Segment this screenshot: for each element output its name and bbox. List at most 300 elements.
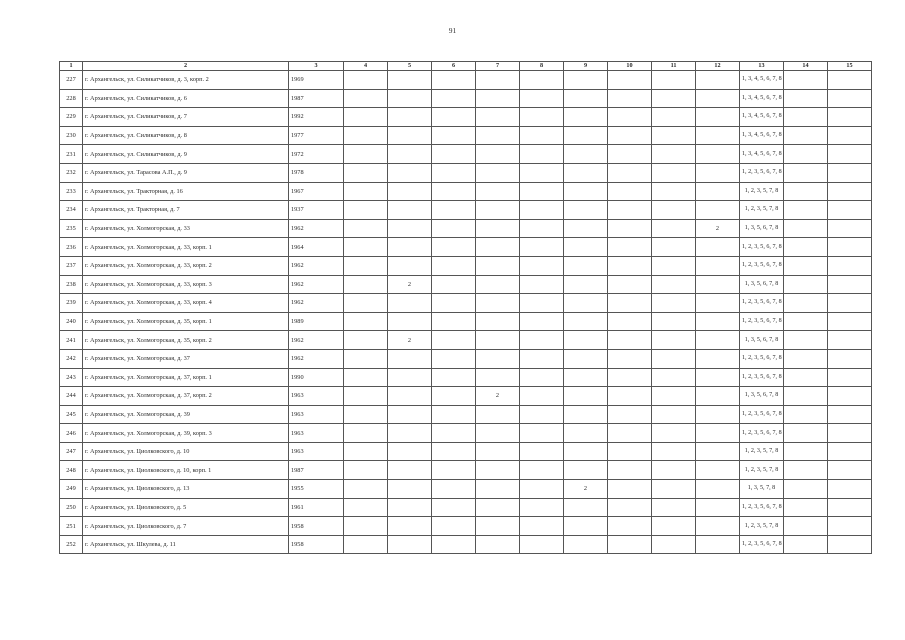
cell-col-13: 1, 2, 3, 5, 6, 7, 8 (740, 405, 784, 424)
cell-col-12 (696, 461, 740, 480)
cell-col-6 (432, 480, 476, 499)
cell-col-9 (564, 535, 608, 554)
cell-col-15 (828, 89, 872, 108)
row-number: 242 (60, 349, 83, 368)
cell-col-9 (564, 517, 608, 536)
table-row (60, 535, 872, 554)
cell-col-7 (476, 108, 520, 127)
address-cell: г. Архангельск, ул. Силикатчиков, д. 7 (83, 108, 289, 127)
address-cell: г. Архангельск, ул. Холмогорская, д. 37, корп. 1 (83, 368, 289, 387)
cell-col-13: 1, 3, 4, 5, 6, 7, 8 (740, 108, 784, 127)
cell-col-12 (696, 405, 740, 424)
cell-col-4 (344, 424, 388, 443)
cell-col-15 (828, 219, 872, 238)
cell-col-9 (564, 294, 608, 313)
table-row (60, 201, 872, 220)
cell-col-9 (564, 442, 608, 461)
cell-col-8 (520, 126, 564, 145)
cell-col-11 (652, 424, 696, 443)
cell-col-7 (476, 535, 520, 554)
column-header-6: 6 (432, 62, 476, 71)
cell-col-9 (564, 201, 608, 220)
cell-col-10 (608, 442, 652, 461)
row-number: 243 (60, 368, 83, 387)
cell-col-7 (476, 368, 520, 387)
row-number: 247 (60, 442, 83, 461)
cell-col-11 (652, 368, 696, 387)
cell-col-13: 1, 3, 5, 6, 7, 8 (740, 219, 784, 238)
cell-col-10 (608, 126, 652, 145)
cell-col-13: 1, 3, 4, 5, 6, 7, 8 (740, 126, 784, 145)
address-cell: г. Архангельск, ул. Холмогорская, д. 37, корп. 2 (83, 387, 289, 406)
cell-col-9 (564, 312, 608, 331)
table-row (60, 145, 872, 164)
cell-col-7 (476, 182, 520, 201)
year-cell: 1962 (289, 256, 344, 275)
cell-col-14 (784, 71, 828, 90)
cell-col-8 (520, 108, 564, 127)
cell-col-7 (476, 145, 520, 164)
cell-col-8 (520, 238, 564, 257)
cell-col-12 (696, 387, 740, 406)
cell-col-13: 1, 2, 3, 5, 7, 8 (740, 182, 784, 201)
year-cell: 1963 (289, 442, 344, 461)
cell-col-9 (564, 126, 608, 145)
cell-col-8 (520, 405, 564, 424)
cell-col-9 (564, 219, 608, 238)
cell-col-10 (608, 238, 652, 257)
column-header-15: 15 (828, 62, 872, 71)
address-cell: г. Архангельск, ул. Холмогорская, д. 39, корп. 3 (83, 424, 289, 443)
cell-col-7 (476, 517, 520, 536)
cell-col-7 (476, 442, 520, 461)
table-row (60, 182, 872, 201)
cell-col-13: 1, 2, 3, 5, 6, 7, 8 (740, 256, 784, 275)
row-number: 230 (60, 126, 83, 145)
cell-col-6 (432, 517, 476, 536)
cell-col-13: 1, 3, 4, 5, 6, 7, 8 (740, 145, 784, 164)
cell-col-8 (520, 480, 564, 499)
cell-col-10 (608, 535, 652, 554)
cell-col-9 (564, 349, 608, 368)
cell-col-14 (784, 89, 828, 108)
cell-col-6 (432, 461, 476, 480)
cell-col-14 (784, 108, 828, 127)
row-number: 236 (60, 238, 83, 257)
table-row (60, 256, 872, 275)
row-number: 241 (60, 331, 83, 350)
address-cell: г. Архангельск, ул. Силикатчиков, д. 8 (83, 126, 289, 145)
table-row (60, 480, 872, 499)
year-cell: 1962 (289, 275, 344, 294)
cell-col-11 (652, 312, 696, 331)
cell-col-13: 1, 2, 3, 5, 7, 8 (740, 517, 784, 536)
cell-col-14 (784, 461, 828, 480)
cell-col-13: 1, 2, 3, 5, 6, 7, 8 (740, 535, 784, 554)
cell-col-4 (344, 256, 388, 275)
cell-col-10 (608, 201, 652, 220)
cell-col-7 (476, 256, 520, 275)
cell-col-13: 1, 2, 3, 5, 7, 8 (740, 442, 784, 461)
cell-col-4 (344, 535, 388, 554)
cell-col-14 (784, 480, 828, 499)
cell-col-6 (432, 71, 476, 90)
cell-col-4 (344, 312, 388, 331)
cell-col-13: 1, 2, 3, 5, 6, 7, 8 (740, 294, 784, 313)
year-cell: 1963 (289, 424, 344, 443)
cell-col-11 (652, 480, 696, 499)
cell-col-5 (388, 201, 432, 220)
cell-col-15 (828, 108, 872, 127)
cell-col-7 (476, 238, 520, 257)
cell-col-8 (520, 275, 564, 294)
column-header-13: 13 (740, 62, 784, 71)
cell-col-9 (564, 238, 608, 257)
cell-col-8 (520, 349, 564, 368)
cell-col-8 (520, 71, 564, 90)
cell-col-6 (432, 126, 476, 145)
cell-col-5 (388, 126, 432, 145)
cell-col-11 (652, 442, 696, 461)
column-header-8: 8 (520, 62, 564, 71)
cell-col-8 (520, 89, 564, 108)
cell-col-11 (652, 126, 696, 145)
cell-col-10 (608, 405, 652, 424)
cell-col-9 (564, 498, 608, 517)
cell-col-15 (828, 238, 872, 257)
cell-col-12 (696, 275, 740, 294)
row-number: 231 (60, 145, 83, 164)
cell-col-10 (608, 89, 652, 108)
cell-col-4 (344, 163, 388, 182)
table-row (60, 163, 872, 182)
cell-col-5 (388, 442, 432, 461)
cell-col-7 (476, 163, 520, 182)
cell-col-15 (828, 331, 872, 350)
cell-col-9 (564, 424, 608, 443)
cell-col-10 (608, 498, 652, 517)
cell-col-11 (652, 182, 696, 201)
row-number: 237 (60, 256, 83, 275)
address-cell: г. Архангельск, ул. Циолковского, д. 10, корп. 1 (83, 461, 289, 480)
cell-col-9 (564, 331, 608, 350)
cell-col-15 (828, 498, 872, 517)
column-header-9: 9 (564, 62, 608, 71)
cell-col-5 (388, 71, 432, 90)
year-cell: 1977 (289, 126, 344, 145)
cell-col-12 (696, 480, 740, 499)
table-row (60, 71, 872, 90)
address-cell: г. Архангельск, ул. Холмогорская, д. 33, корп. 1 (83, 238, 289, 257)
cell-col-14 (784, 201, 828, 220)
cell-col-7 (476, 126, 520, 145)
cell-col-15 (828, 256, 872, 275)
year-cell: 1964 (289, 238, 344, 257)
cell-col-12 (696, 424, 740, 443)
cell-col-11 (652, 71, 696, 90)
table-row (60, 517, 872, 536)
address-cell: г. Архангельск, ул. Тракторная, д. 16 (83, 182, 289, 201)
cell-col-6 (432, 238, 476, 257)
cell-col-5 (388, 387, 432, 406)
cell-col-10 (608, 275, 652, 294)
cell-col-6 (432, 405, 476, 424)
cell-col-11 (652, 219, 696, 238)
row-number: 240 (60, 312, 83, 331)
cell-col-8 (520, 424, 564, 443)
cell-col-15 (828, 442, 872, 461)
cell-col-11 (652, 349, 696, 368)
cell-col-8 (520, 498, 564, 517)
cell-col-6 (432, 331, 476, 350)
cell-col-14 (784, 256, 828, 275)
cell-col-15 (828, 405, 872, 424)
cell-col-7 (476, 71, 520, 90)
cell-col-15 (828, 163, 872, 182)
cell-col-12 (696, 331, 740, 350)
cell-col-12 (696, 256, 740, 275)
table-row (60, 275, 872, 294)
address-cell: г. Архангельск, ул. Циолковского, д. 13 (83, 480, 289, 499)
cell-col-10 (608, 108, 652, 127)
cell-col-12 (696, 71, 740, 90)
cell-col-4 (344, 331, 388, 350)
cell-col-4 (344, 498, 388, 517)
address-cell: г. Архангельск, ул. Холмогорская, д. 33, корп. 2 (83, 256, 289, 275)
column-header-4: 4 (344, 62, 388, 71)
column-header-11: 11 (652, 62, 696, 71)
cell-col-15 (828, 312, 872, 331)
cell-col-4 (344, 108, 388, 127)
cell-col-5 (388, 349, 432, 368)
cell-col-7 (476, 219, 520, 238)
cell-col-10 (608, 480, 652, 499)
row-number: 234 (60, 201, 83, 220)
row-number: 251 (60, 517, 83, 536)
cell-col-12 (696, 442, 740, 461)
cell-col-8 (520, 442, 564, 461)
year-cell: 1962 (289, 349, 344, 368)
cell-col-13: 1, 2, 3, 5, 6, 7, 8 (740, 368, 784, 387)
cell-col-4 (344, 201, 388, 220)
cell-col-6 (432, 312, 476, 331)
cell-col-5 (388, 145, 432, 164)
year-cell: 1967 (289, 182, 344, 201)
cell-col-8 (520, 387, 564, 406)
cell-col-5 (388, 517, 432, 536)
cell-col-14 (784, 535, 828, 554)
cell-col-4 (344, 349, 388, 368)
column-header-14: 14 (784, 62, 828, 71)
cell-col-8 (520, 182, 564, 201)
cell-col-14 (784, 498, 828, 517)
table-row (60, 238, 872, 257)
cell-col-12 (696, 145, 740, 164)
cell-col-12 (696, 201, 740, 220)
column-header-2: 2 (83, 62, 289, 71)
column-header-5: 5 (388, 62, 432, 71)
cell-col-11 (652, 461, 696, 480)
address-cell: г. Архангельск, ул. Холмогорская, д. 33, корп. 4 (83, 294, 289, 313)
cell-col-8 (520, 368, 564, 387)
cell-col-5 (388, 89, 432, 108)
row-number: 229 (60, 108, 83, 127)
cell-col-8 (520, 294, 564, 313)
cell-col-15 (828, 387, 872, 406)
cell-col-11 (652, 145, 696, 164)
cell-col-15 (828, 126, 872, 145)
cell-col-14 (784, 145, 828, 164)
cell-col-5 (388, 238, 432, 257)
cell-col-13: 1, 2, 3, 5, 6, 7, 8 (740, 238, 784, 257)
year-cell: 1987 (289, 89, 344, 108)
table-row (60, 424, 872, 443)
year-cell: 1989 (289, 312, 344, 331)
cell-col-8 (520, 461, 564, 480)
cell-col-10 (608, 312, 652, 331)
cell-col-9 (564, 405, 608, 424)
cell-col-15 (828, 535, 872, 554)
cell-col-15 (828, 461, 872, 480)
cell-col-14 (784, 238, 828, 257)
cell-col-12 (696, 368, 740, 387)
row-number: 244 (60, 387, 83, 406)
cell-col-9 (564, 145, 608, 164)
row-number: 232 (60, 163, 83, 182)
year-cell: 1961 (289, 498, 344, 517)
cell-col-11 (652, 498, 696, 517)
year-cell: 1978 (289, 163, 344, 182)
cell-col-12 (696, 108, 740, 127)
column-header-3: 3 (289, 62, 344, 71)
cell-col-4 (344, 480, 388, 499)
cell-col-6 (432, 368, 476, 387)
address-cell: г. Архангельск, ул. Холмогорская, д. 35, корп. 1 (83, 312, 289, 331)
address-cell: г. Архангельск, ул. Циолковского, д. 10 (83, 442, 289, 461)
cell-col-4 (344, 442, 388, 461)
table-row (60, 368, 872, 387)
cell-col-5 (388, 256, 432, 275)
cell-col-6 (432, 498, 476, 517)
cell-col-10 (608, 71, 652, 90)
cell-col-14 (784, 405, 828, 424)
row-number: 239 (60, 294, 83, 313)
cell-col-9 (564, 387, 608, 406)
cell-col-6 (432, 201, 476, 220)
address-cell: г. Архангельск, ул. Холмогорская, д. 39 (83, 405, 289, 424)
cell-col-4 (344, 182, 388, 201)
cell-col-13: 1, 2, 3, 5, 6, 7, 8 (740, 498, 784, 517)
page-number: 91 (448, 26, 457, 35)
row-number: 227 (60, 71, 83, 90)
cell-col-10 (608, 182, 652, 201)
cell-col-8 (520, 331, 564, 350)
cell-col-10 (608, 368, 652, 387)
column-header-1: 1 (60, 62, 83, 71)
cell-col-4 (344, 275, 388, 294)
row-number: 238 (60, 275, 83, 294)
address-cell: г. Архангельск, ул. Шкулева, д. 11 (83, 535, 289, 554)
row-number: 245 (60, 405, 83, 424)
column-header-7: 7 (476, 62, 520, 71)
cell-col-9 (564, 256, 608, 275)
cell-col-9 (564, 368, 608, 387)
table-row (60, 312, 872, 331)
cell-col-14 (784, 163, 828, 182)
cell-col-13: 1, 3, 5, 6, 7, 8 (740, 275, 784, 294)
cell-col-15 (828, 349, 872, 368)
cell-col-7 (476, 405, 520, 424)
address-cell: г. Архангельск, ул. Силикатчиков, д. 9 (83, 145, 289, 164)
cell-col-6 (432, 349, 476, 368)
cell-col-4 (344, 89, 388, 108)
cell-col-5 (388, 294, 432, 313)
cell-col-10 (608, 219, 652, 238)
cell-col-8 (520, 145, 564, 164)
cell-col-15 (828, 480, 872, 499)
table-row (60, 294, 872, 313)
cell-col-6 (432, 256, 476, 275)
year-cell: 1969 (289, 71, 344, 90)
row-number: 248 (60, 461, 83, 480)
cell-col-14 (784, 182, 828, 201)
address-cell: г. Архангельск, ул. Тракторная, д. 7 (83, 201, 289, 220)
table-row (60, 89, 872, 108)
cell-col-14 (784, 387, 828, 406)
cell-col-14 (784, 331, 828, 350)
cell-col-5 (388, 182, 432, 201)
cell-col-5 (388, 535, 432, 554)
cell-col-14 (784, 424, 828, 443)
cell-col-7 (476, 424, 520, 443)
row-number: 235 (60, 219, 83, 238)
cell-col-15 (828, 275, 872, 294)
cell-col-7 (476, 201, 520, 220)
cell-col-14 (784, 219, 828, 238)
table-body (60, 71, 872, 554)
cell-col-10 (608, 349, 652, 368)
table-row (60, 405, 872, 424)
table-row (60, 349, 872, 368)
row-number: 228 (60, 89, 83, 108)
cell-col-15 (828, 201, 872, 220)
cell-col-13: 1, 2, 3, 5, 6, 7, 8 (740, 312, 784, 331)
cell-col-9 (564, 108, 608, 127)
row-number: 252 (60, 535, 83, 554)
cell-col-11 (652, 108, 696, 127)
cell-col-8 (520, 535, 564, 554)
cell-col-12 (696, 312, 740, 331)
cell-col-4 (344, 294, 388, 313)
cell-col-15 (828, 145, 872, 164)
cell-col-5 (388, 368, 432, 387)
cell-col-11 (652, 331, 696, 350)
cell-col-13: 1, 3, 5, 6, 7, 8 (740, 331, 784, 350)
cell-col-13: 1, 2, 3, 5, 6, 7, 8 (740, 163, 784, 182)
cell-col-9 (564, 461, 608, 480)
cell-col-4 (344, 238, 388, 257)
year-cell: 1962 (289, 219, 344, 238)
year-cell: 1958 (289, 517, 344, 536)
housing-register-table (59, 61, 872, 554)
address-cell: г. Архангельск, ул. Циолковского, д. 5 (83, 498, 289, 517)
cell-col-10 (608, 424, 652, 443)
cell-col-11 (652, 275, 696, 294)
row-number: 233 (60, 182, 83, 201)
cell-col-8 (520, 219, 564, 238)
cell-col-8 (520, 256, 564, 275)
cell-col-10 (608, 163, 652, 182)
